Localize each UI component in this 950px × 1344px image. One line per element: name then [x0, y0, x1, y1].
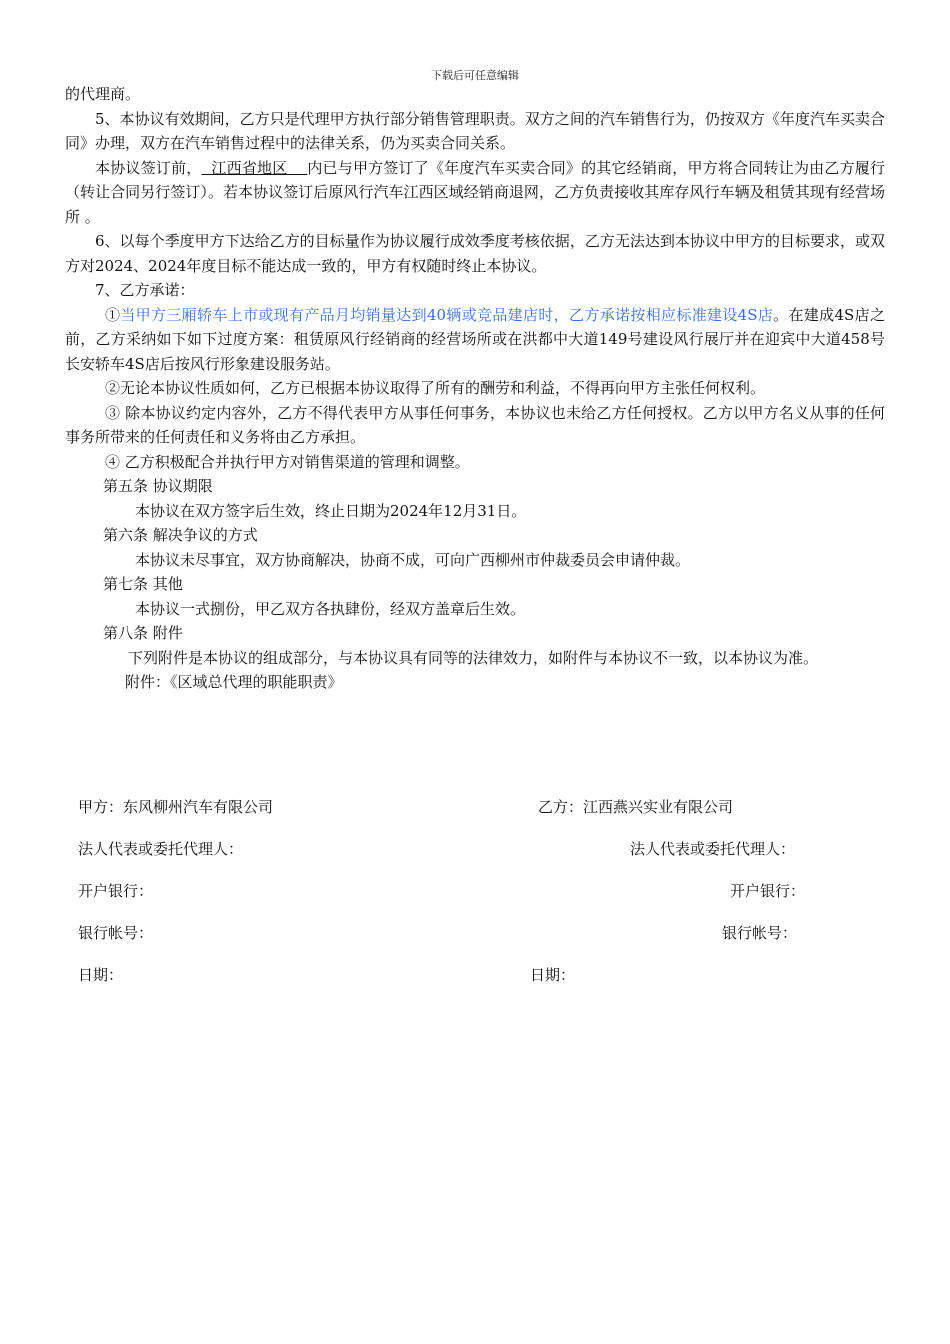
article-6-title: 第六条 解决争议的方式: [103, 526, 258, 544]
party-b-name: 乙方：江西燕兴实业有限公司: [538, 798, 734, 816]
article-8-body: 下列附件是本协议的组成部分，与本协议具有同等的法律效力，如附件与本协议不一致，以本协议为准。: [128, 648, 819, 667]
party-b-account: 银行帐号：: [722, 924, 798, 942]
commitment-1-rest: 。在建成4S店之前，乙方采纳如下如下过度方案：租赁原风行经销商的经营场所或在洪都中大道149号建设风行展厅并在迎宾中大道458号长安轿车4S店后按风行形象建设服务站。: [65, 305, 885, 373]
article-5-body: 本协议在双方签字后生效，终止日期为2024年12月31日。: [135, 501, 527, 520]
commitment-1: [65, 303, 885, 377]
clause-5-continued: [65, 156, 885, 230]
attachment-line: 附件：《区域总代理的职能职责》: [125, 673, 343, 691]
commitment-1-mark: ①: [105, 305, 121, 324]
party-b-date: 日期：: [530, 966, 576, 984]
region-field: 江西省地区: [201, 158, 308, 177]
clause-7-title: 7、乙方承诺：: [95, 281, 195, 299]
party-a-date: 日期：: [78, 966, 124, 984]
clause-5b-after: 内已与甲方签订了《年度汽车买卖合同》的其它经销商，甲方将合同转让为由乙方履行（转让合同另行签订）。若本协议签订后原风行汽车江西区域经销商退网，乙方负责接收其库存风行车辆及租赁其现有经营场所 。: [65, 158, 885, 226]
commitment-2: ②无论本协议性质如何，乙方已根据本协议取得了所有的酬劳和利益，不得再向甲方主张任何权利。: [105, 379, 766, 397]
party-a-account: 银行帐号：: [78, 924, 154, 942]
commitment-3: ③ 除本协议约定内容外，乙方不得代表甲方从事任何事务，本协议也未给乙方任何授权。乙方以甲方名义从事的任何事务所带来的任何责任和义务将由乙方承担。: [65, 403, 885, 446]
document-body: [65, 82, 885, 695]
page-header: 下载后可任意编辑: [431, 69, 519, 82]
clause-5: 5、本协议有效期间，乙方只是代理甲方执行部分销售管理职责。双方之间的汽车销售行为，仍按双方《年度汽车买卖合同》办理，双方在汽车销售过程中的法律关系，仍为买卖合同关系。: [65, 109, 885, 152]
article-5-title: 第五条 协议期限: [103, 477, 213, 495]
article-7-title: 第七条 其他: [103, 575, 183, 593]
article-8-title: 第八条 附件: [103, 624, 183, 642]
party-a-bank: 开户银行：: [78, 882, 154, 900]
article-6-body: 本协议未尽事宜，双方协商解决，协商不成，可向广西柳州市仲裁委员会申请仲裁。: [135, 550, 691, 569]
party-a-name: 甲方：东风柳州汽车有限公司: [78, 798, 274, 816]
party-b-bank: 开户银行：: [730, 882, 806, 900]
party-b-representative: 法人代表或委托代理人：: [630, 840, 796, 858]
clause-6: 6、以每个季度甲方下达给乙方的目标量作为协议履行成效季度考核依据，乙方无法达到本协议中甲方的目标要求，或双方对2024、2024年度目标不能达成一致的，甲方有权随时终止本协议。: [65, 232, 885, 275]
clause-5b-before: 本协议签订前，: [95, 158, 202, 177]
commitment-1-highlight: 当甲方三厢轿车上市或现有产品月均销量达到40辆或竞品建店时，乙方承诺按相应标准建设4S店: [120, 305, 774, 324]
party-a-representative: 法人代表或委托代理人：: [78, 840, 244, 858]
commitment-4: ④ 乙方积极配合并执行甲方对销售渠道的管理和调整。: [105, 452, 470, 471]
article-7-body: 本协议一式捌份，甲乙双方各执肆份，经双方盖章后生效。: [135, 599, 526, 618]
intro-line: 的代理商。: [65, 85, 141, 103]
